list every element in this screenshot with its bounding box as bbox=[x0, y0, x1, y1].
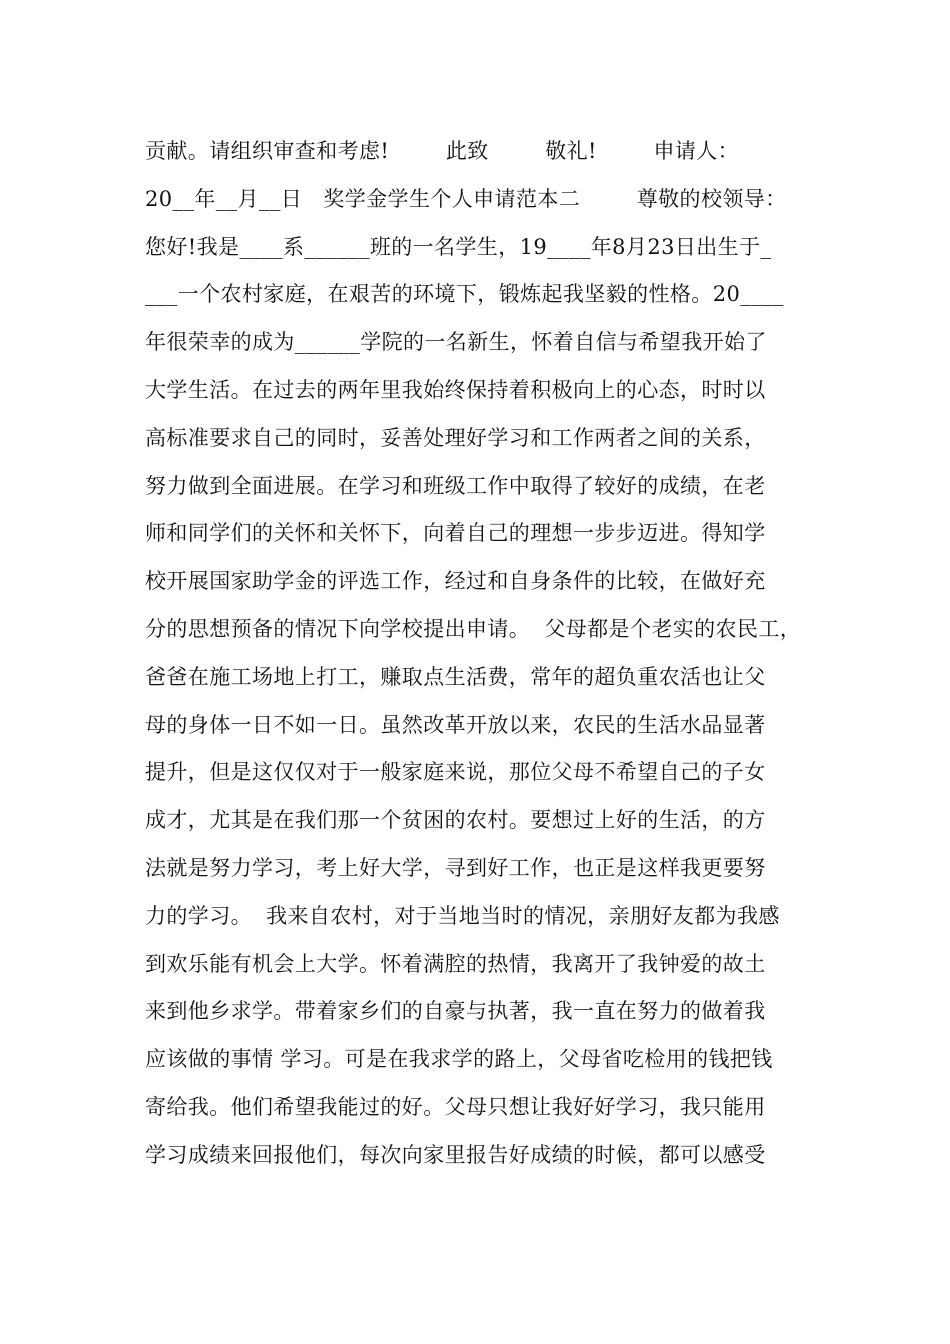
text-line-7: 高标准要求自己的同时，妥善处理好学习和工作两者之间的关系， bbox=[145, 425, 766, 450]
text-line-22: 学习成绩来回报他们，每次向家里报告好成绩的时候，都可以感受 bbox=[145, 1142, 766, 1167]
text-line-5: 年很荣幸的成为______学院的一名新生，怀着自信与希望我开始了 bbox=[145, 330, 767, 355]
text-line-15: 成才，尤其是在我们那一个贫困的农村。要想过上好的生活，的方 bbox=[145, 808, 766, 833]
text-line-6: 大学生活。在过去的两年里我始终保持着积极向上的心态，时时以 bbox=[145, 377, 766, 402]
text-line-8: 努力做到全面进展。在学习和班级工作中取得了较好的成绩，在老 bbox=[145, 473, 766, 498]
text-line-13: 母的身体一日不如一日。虽然改革开放以来，农民的生活水品显著 bbox=[145, 712, 766, 737]
text-line-1: 贡献。请组织审查和考虑! 此致 敬礼! 申请人： bbox=[145, 139, 740, 163]
text-line-21: 寄给我。他们希望我能过的好。父母只想让我好好学习，我只能用 bbox=[145, 1094, 766, 1119]
text-line-3: 您好!我是____系______班的一名学生，19____年8月23日出生于_ bbox=[145, 234, 772, 259]
text-line-2: 20__年__月__日 奖学金学生个人申请范本二 尊敬的校领导： bbox=[145, 186, 787, 211]
text-line-14: 提升，但是这仅仅对于一般家庭来说，那位父母不希望自己的子女 bbox=[145, 760, 766, 785]
text-line-11: 分的思想预备的情况下向学校提出申请。 父母都是个老实的农民工， bbox=[145, 616, 802, 641]
text-line-17: 力的学习。 我来自农村，对于当地当时的情况，亲朋好友都为我感 bbox=[145, 903, 780, 928]
document-body bbox=[145, 128, 825, 1180]
text-line-10: 校开展国家助学金的评选工作，经过和自身条件的比较，在做好充 bbox=[145, 569, 766, 594]
text-line-4: ___一个农村家庭，在艰苦的环境下，锻炼起我坚毅的性格。20____ bbox=[145, 282, 784, 307]
text-line-16: 法就是努力学习，考上好大学，寻到好工作，也正是这样我更要努 bbox=[145, 855, 766, 880]
text-line-19: 来到他乡求学。带着家乡们的自豪与执著，我一直在努力的做着我 bbox=[145, 999, 766, 1024]
text-line-9: 师和同学们的关怀和关怀下，向着自己的理想一步步迈进。得知学 bbox=[145, 521, 766, 546]
text-line-18: 到欢乐能有机会上大学。怀着满腔的热情，我离开了我钟爱的故土 bbox=[145, 951, 766, 976]
text-line-20: 应该做的事情 学习。可是在我求学的路上，父母省吃检用的钱把钱 bbox=[145, 1047, 773, 1072]
text-line-12: 爸爸在施工场地上打工，赚取点生活费，常年的超负重农活也让父 bbox=[145, 664, 766, 689]
